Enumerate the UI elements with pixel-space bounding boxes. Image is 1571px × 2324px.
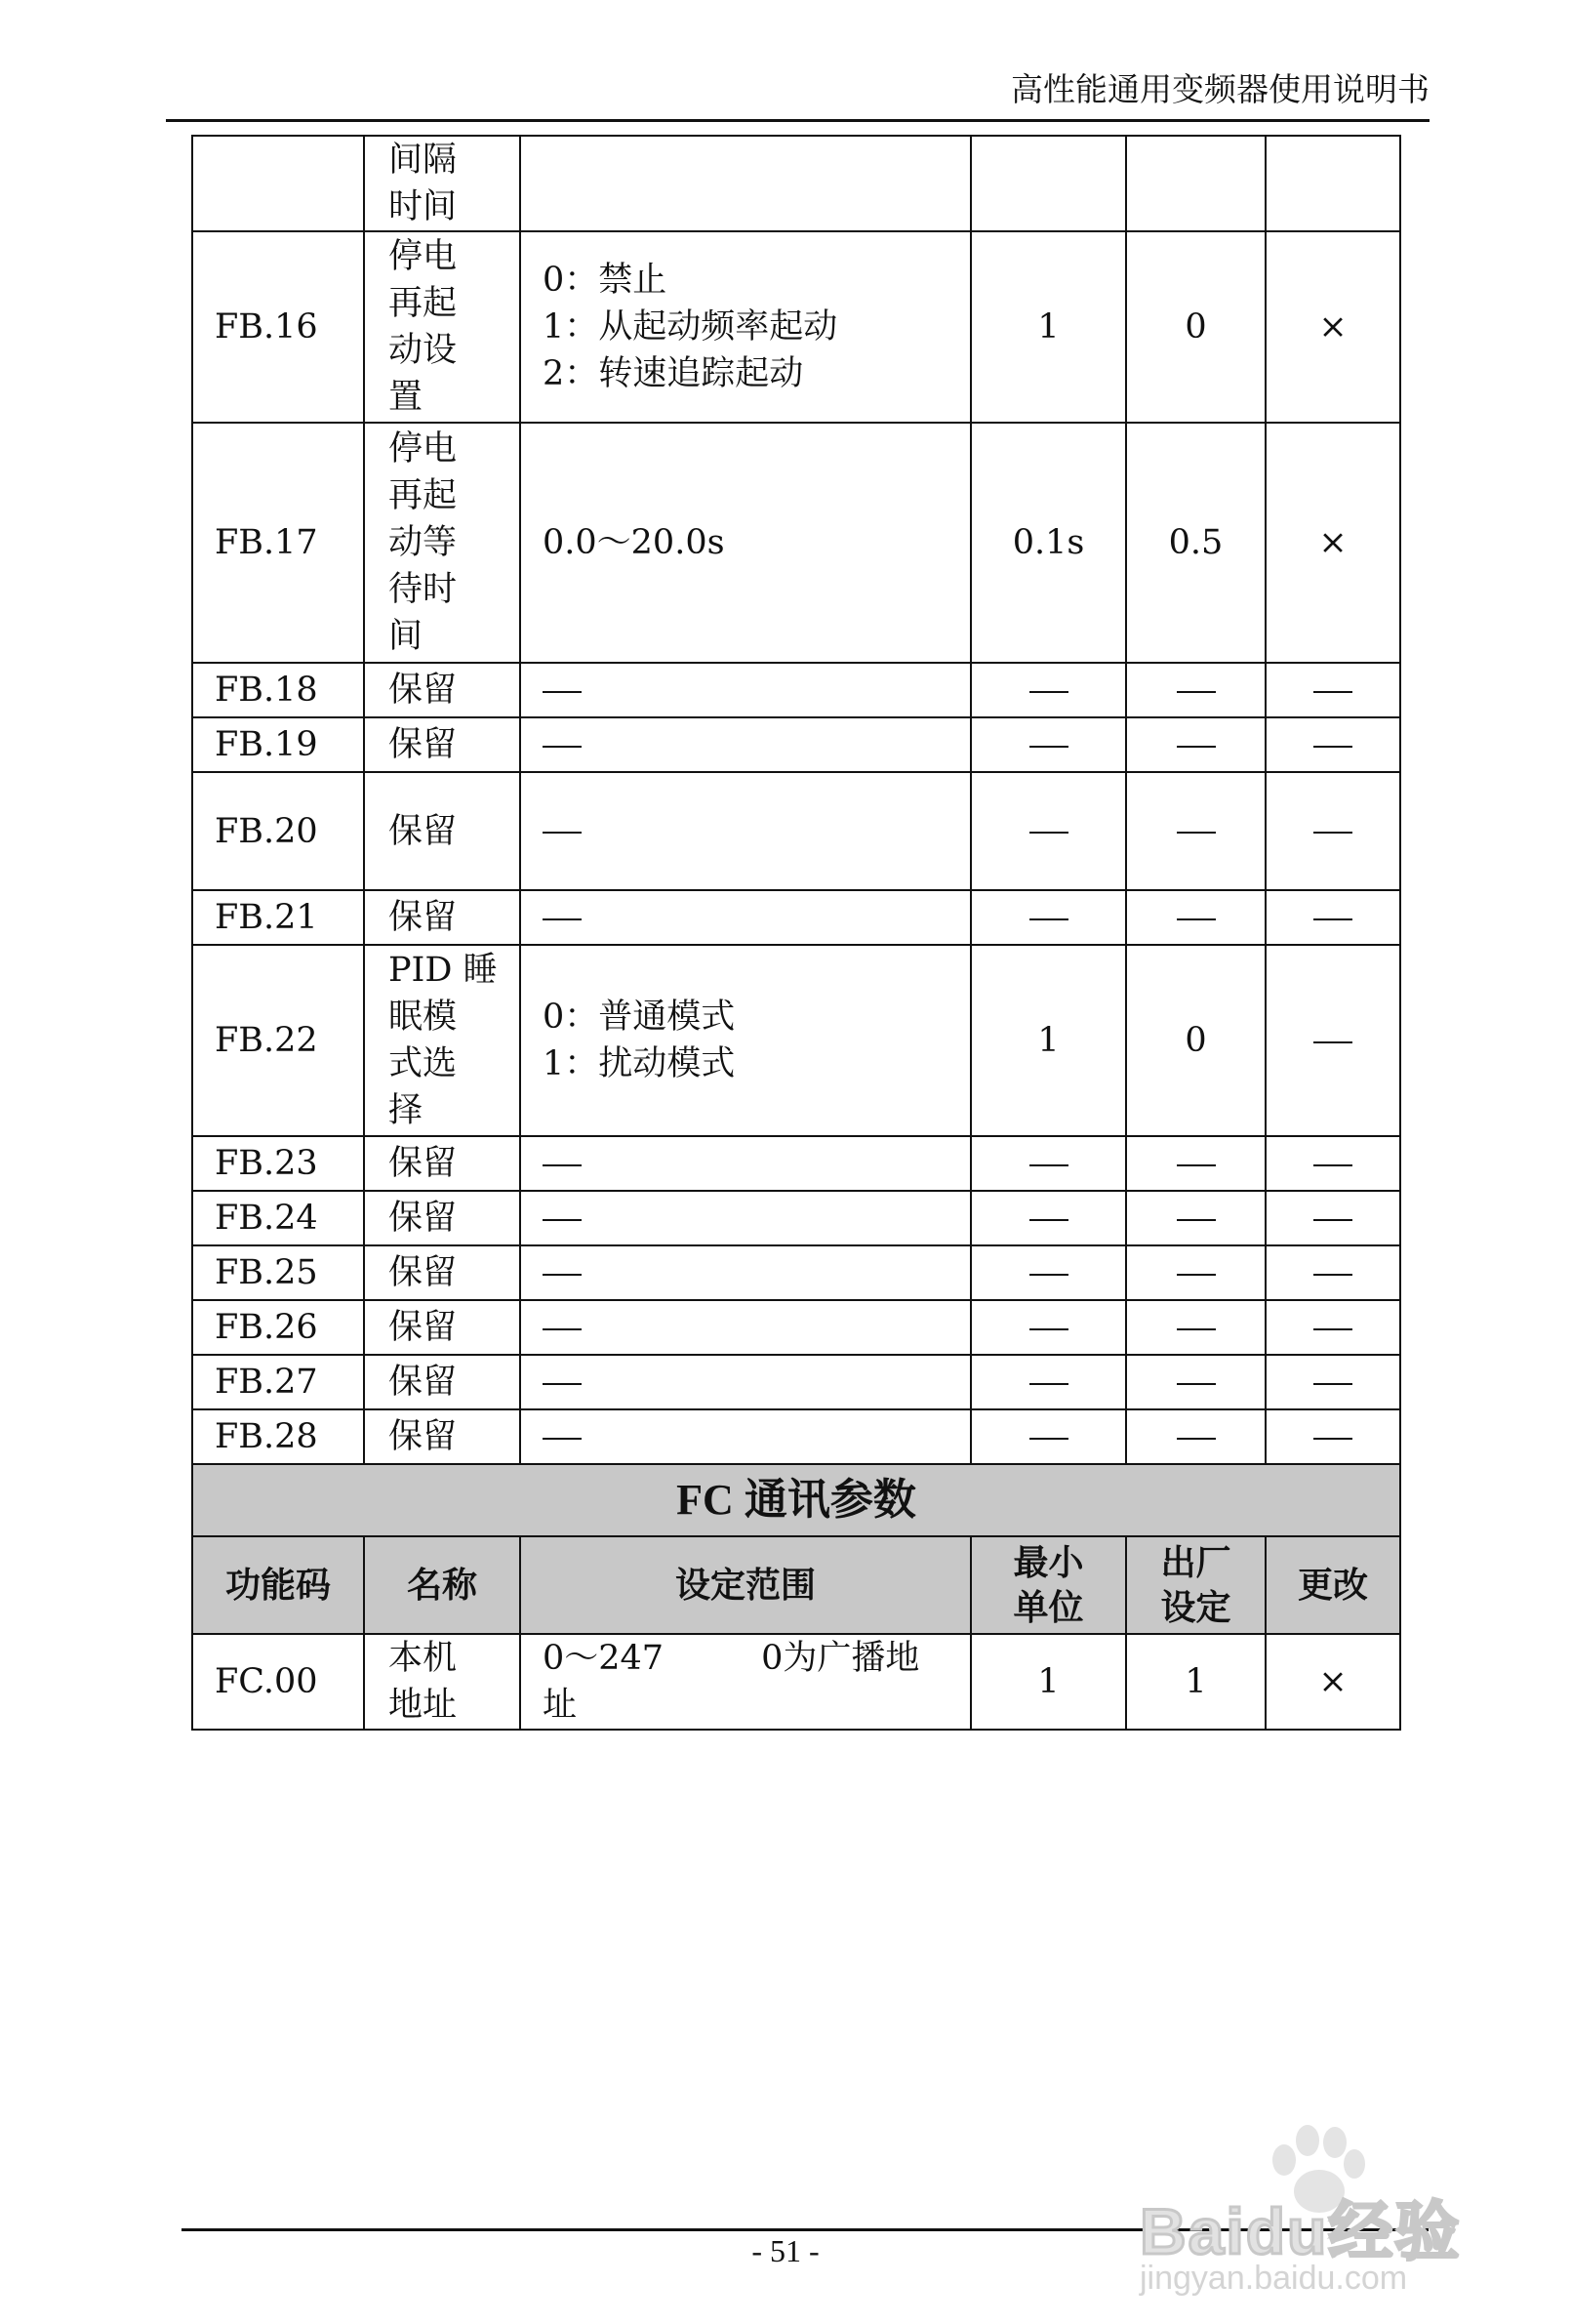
factory-cell	[1126, 717, 1266, 772]
change-cell: ×	[1266, 1634, 1400, 1730]
column-header-row	[192, 1536, 1400, 1634]
factory-cell	[1126, 136, 1266, 231]
factory-cell: 0.5	[1126, 423, 1266, 663]
change-cell	[1266, 772, 1400, 890]
table-row	[192, 136, 1400, 231]
factory-cell: 0	[1126, 945, 1266, 1136]
change-cell: ×	[1266, 423, 1400, 663]
change-cell	[1266, 136, 1400, 231]
dash-mark	[543, 1383, 582, 1385]
range-cell: 0：普通模式 1：扰动模式	[520, 945, 971, 1136]
name-cell: 保留	[364, 1300, 520, 1355]
min-unit-cell	[971, 1245, 1126, 1300]
min-unit-cell: 1	[971, 945, 1126, 1136]
min-unit-cell	[971, 717, 1126, 772]
watermark-brand: Baidu经验	[1140, 2195, 1462, 2267]
dash-mark	[543, 1164, 582, 1166]
name-cell: 保留	[364, 1191, 520, 1245]
min-unit-cell: 1	[971, 231, 1126, 423]
range-cell	[520, 890, 971, 945]
code-cell: FB.18	[192, 663, 364, 717]
watermark-url: jingyan.baidu.com	[1140, 2260, 1408, 2297]
dash-mark	[1177, 1164, 1216, 1166]
range-cell	[520, 663, 971, 717]
code-cell: FB.26	[192, 1300, 364, 1355]
min-unit-cell: 0.1s	[971, 423, 1126, 663]
name-cell: 保留	[364, 1245, 520, 1300]
col-header-factory: 出厂 设定	[1126, 1536, 1266, 1634]
range-value: 0～247	[543, 1639, 665, 1678]
factory-cell	[1126, 890, 1266, 945]
name-cell: 间隔 时间	[364, 136, 520, 231]
dash-mark	[543, 1438, 582, 1440]
dash-mark	[543, 1274, 582, 1276]
name-cell: 保留	[364, 1355, 520, 1409]
dash-mark	[1029, 691, 1068, 693]
range-cell: 0.0～20.0s	[520, 423, 971, 663]
factory-cell	[1126, 772, 1266, 890]
dash-mark	[1313, 1274, 1352, 1276]
watermark	[1120, 2123, 1511, 2318]
table-row	[192, 1409, 1400, 1464]
code-cell: FB.27	[192, 1355, 364, 1409]
dash-mark	[543, 746, 582, 748]
change-cell	[1266, 1409, 1400, 1464]
page-number: - 51 -	[751, 2233, 820, 2268]
dash-mark	[1313, 1164, 1352, 1166]
dash-mark	[543, 1219, 582, 1221]
table-row	[192, 1300, 1400, 1355]
code-cell: FB.16	[192, 231, 364, 423]
range-cell	[520, 1136, 971, 1191]
code-cell: FB.25	[192, 1245, 364, 1300]
change-cell	[1266, 945, 1400, 1136]
code-cell: FB.28	[192, 1409, 364, 1464]
name-cell: 保留	[364, 772, 520, 890]
code-cell: FB.23	[192, 1136, 364, 1191]
col-header-code: 功能码	[192, 1536, 364, 1634]
min-unit-cell	[971, 772, 1126, 890]
change-cell	[1266, 663, 1400, 717]
factory-cell	[1126, 1355, 1266, 1409]
name-cell: 停电 再起 动设 置	[364, 231, 520, 423]
dash-mark	[1029, 1274, 1068, 1276]
col-header-change: 更改	[1266, 1536, 1400, 1634]
document-title: 高性能通用变频器使用说明书	[1011, 70, 1430, 108]
min-unit-cell	[971, 1409, 1126, 1464]
dash-mark	[1313, 832, 1352, 834]
range-note-continued: 址	[543, 1686, 578, 1725]
dash-mark	[1313, 1219, 1352, 1221]
dash-mark	[1029, 832, 1068, 834]
table-row	[192, 1191, 1400, 1245]
dash-mark	[1029, 746, 1068, 748]
code-cell: FC.00	[192, 1634, 364, 1730]
dash-mark	[1313, 1438, 1352, 1440]
dash-mark	[1177, 918, 1216, 920]
col-header-name: 名称	[364, 1536, 520, 1634]
dash-mark	[1177, 1383, 1216, 1385]
dash-mark	[1313, 691, 1352, 693]
range-cell	[520, 1245, 971, 1300]
dash-mark	[1029, 1438, 1068, 1440]
name-cell: 保留	[364, 663, 520, 717]
range-cell	[520, 772, 971, 890]
range-cell	[520, 1300, 971, 1355]
dash-mark	[1177, 1274, 1216, 1276]
name-cell: 保留	[364, 890, 520, 945]
name-cell: PID 睡 眠模 式选 择	[364, 945, 520, 1136]
min-unit-cell	[971, 1136, 1126, 1191]
change-cell	[1266, 1355, 1400, 1409]
change-cell	[1266, 890, 1400, 945]
dash-mark	[1177, 746, 1216, 748]
dash-mark	[1029, 1328, 1068, 1330]
page-header	[166, 68, 1430, 122]
name-cell: 本机 地址	[364, 1634, 520, 1730]
dash-mark	[543, 832, 582, 834]
factory-cell	[1126, 1245, 1266, 1300]
code-cell: FB.21	[192, 890, 364, 945]
range-line	[543, 1635, 970, 1682]
dash-mark	[1177, 1438, 1216, 1440]
code-cell: FB.24	[192, 1191, 364, 1245]
factory-cell	[1126, 1136, 1266, 1191]
code-cell	[192, 136, 364, 231]
table-row	[192, 945, 1400, 1136]
dash-mark	[543, 918, 582, 920]
min-unit-cell: 1	[971, 1634, 1126, 1730]
change-cell	[1266, 717, 1400, 772]
section-title: FC 通讯参数	[192, 1464, 1400, 1536]
table-row	[192, 231, 1400, 423]
range-cell	[520, 1634, 971, 1730]
section-row	[192, 1464, 1400, 1536]
dash-mark	[1177, 832, 1216, 834]
table-row	[192, 717, 1400, 772]
name-cell: 保留	[364, 1409, 520, 1464]
dash-mark	[1029, 918, 1068, 920]
name-cell: 保留	[364, 1136, 520, 1191]
table-row	[192, 1634, 1400, 1730]
change-cell	[1266, 1136, 1400, 1191]
min-unit-cell	[971, 1355, 1126, 1409]
factory-cell	[1126, 1191, 1266, 1245]
change-cell: ×	[1266, 231, 1400, 423]
range-cell	[520, 1409, 971, 1464]
dash-mark	[1313, 746, 1352, 748]
code-cell: FB.19	[192, 717, 364, 772]
range-cell	[520, 1191, 971, 1245]
min-unit-cell	[971, 1300, 1126, 1355]
factory-cell	[1126, 1300, 1266, 1355]
change-cell	[1266, 1191, 1400, 1245]
col-header-range: 设定范围	[520, 1536, 971, 1634]
min-unit-cell	[971, 663, 1126, 717]
dash-mark	[1029, 1219, 1068, 1221]
dash-mark	[1313, 1383, 1352, 1385]
dash-mark	[1313, 1041, 1352, 1043]
change-cell	[1266, 1300, 1400, 1355]
dash-mark	[1177, 691, 1216, 693]
code-cell: FB.17	[192, 423, 364, 663]
factory-cell	[1126, 1409, 1266, 1464]
dash-mark	[1029, 1383, 1068, 1385]
table-row	[192, 1355, 1400, 1409]
min-unit-cell	[971, 136, 1126, 231]
dash-mark	[543, 1328, 582, 1330]
min-unit-cell	[971, 1191, 1126, 1245]
change-cell	[1266, 1245, 1400, 1300]
range-cell: 0：禁止 1：从起动频率起动 2：转速追踪起动	[520, 231, 971, 423]
factory-cell: 1	[1126, 1634, 1266, 1730]
dash-mark	[1313, 1328, 1352, 1330]
table-row	[192, 423, 1400, 663]
table-row	[192, 1245, 1400, 1300]
min-unit-cell	[971, 890, 1126, 945]
factory-cell	[1126, 663, 1266, 717]
dash-mark	[1313, 918, 1352, 920]
table-row	[192, 890, 1400, 945]
name-cell: 停电 再起 动等 待时 间	[364, 423, 520, 663]
code-cell: FB.22	[192, 945, 364, 1136]
dash-mark	[543, 691, 582, 693]
dash-mark	[1177, 1219, 1216, 1221]
code-cell: FB.20	[192, 772, 364, 890]
dash-mark	[1177, 1328, 1216, 1330]
name-cell: 保留	[364, 717, 520, 772]
table-row	[192, 772, 1400, 890]
range-note: 0为广播地	[761, 1639, 920, 1678]
table-row	[192, 1136, 1400, 1191]
range-cell	[520, 136, 971, 231]
table-row	[192, 663, 1400, 717]
factory-cell: 0	[1126, 231, 1266, 423]
dash-mark	[1029, 1164, 1068, 1166]
col-header-min-unit: 最小 单位	[971, 1536, 1126, 1634]
parameter-table	[191, 135, 1401, 1731]
range-cell	[520, 717, 971, 772]
range-cell	[520, 1355, 971, 1409]
